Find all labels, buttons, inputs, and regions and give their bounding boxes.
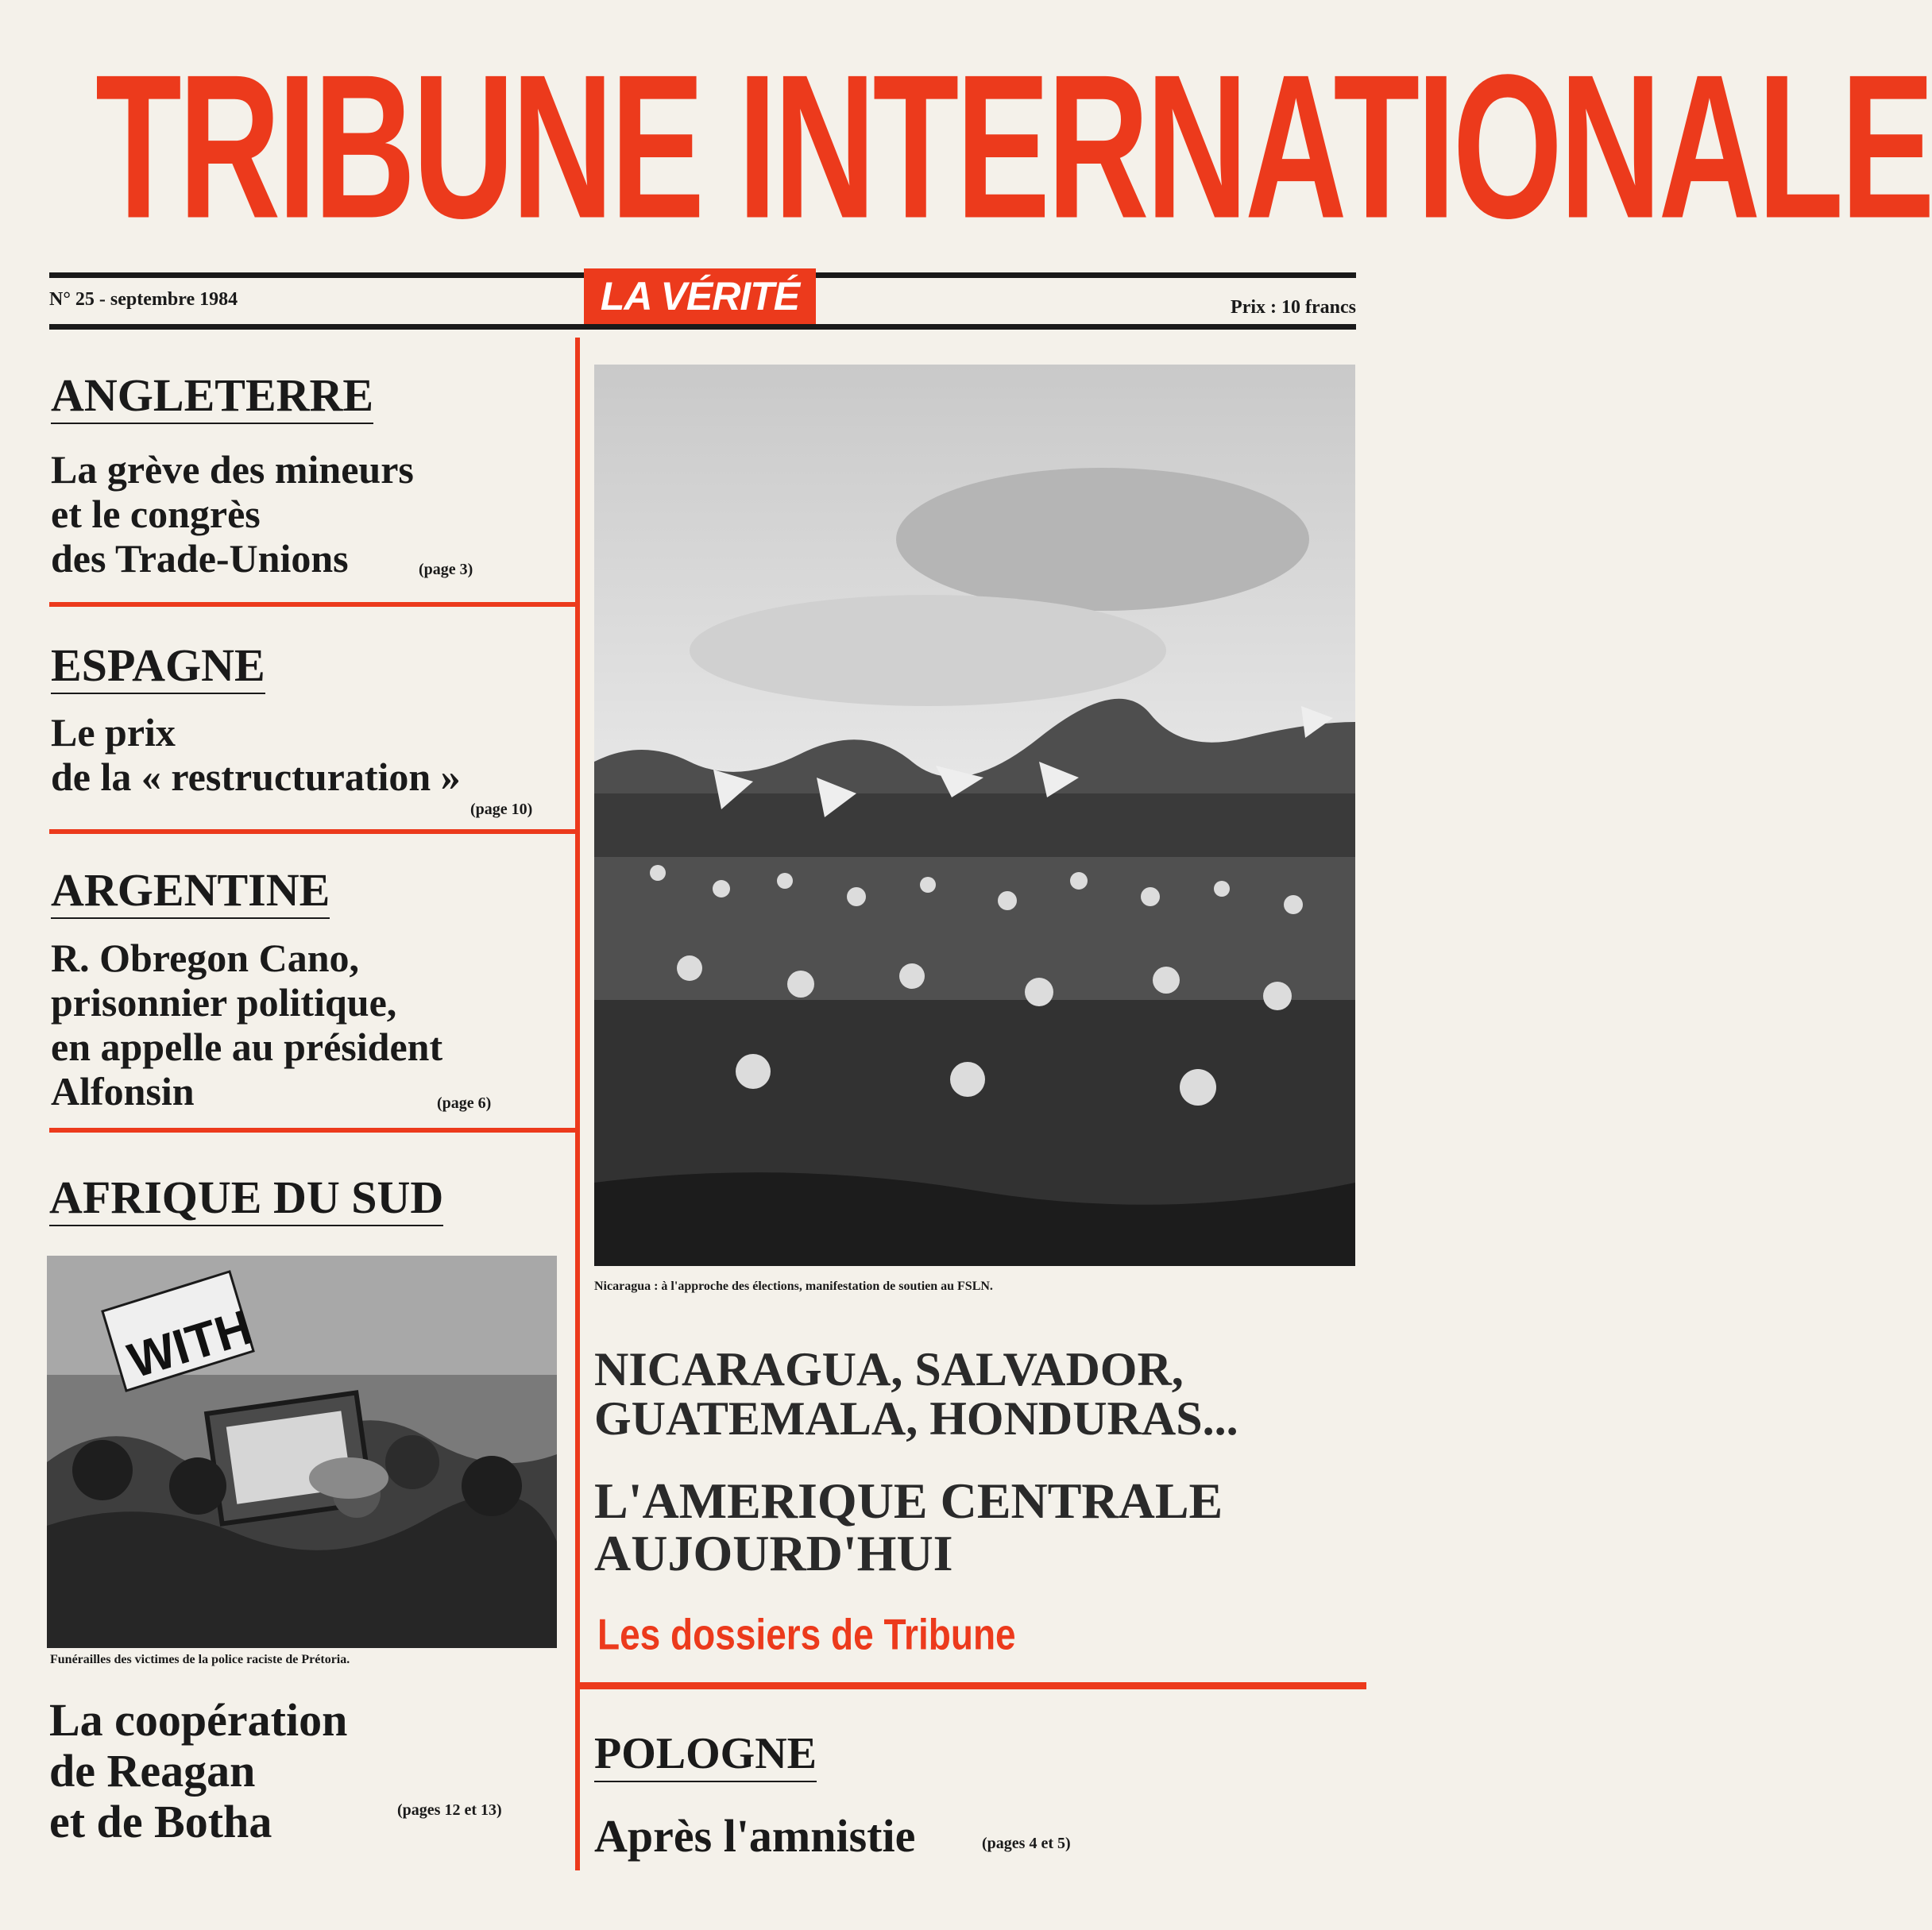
- headline-espagne: [51, 710, 461, 799]
- page-ref-afrique-du-sud: (pages 12 et 13): [397, 1801, 502, 1819]
- page-ref-pologne: (pages 4 et 5): [982, 1835, 1071, 1852]
- nicaragua-photo-illustration: [594, 365, 1355, 1266]
- main-headline-line: L'AMERIQUE CENTRALE: [594, 1473, 1223, 1529]
- nicaragua-photo-caption: Nicaragua : à l'approche des élections, manifestation de soutien au FSLN.: [594, 1280, 993, 1293]
- la-verite-badge: LA VÉRITÉ: [584, 268, 816, 324]
- funeral-photo: [47, 1256, 557, 1648]
- section-title-espagne: ESPAGNE: [51, 640, 265, 694]
- protest-sign-text: WITH: [122, 1299, 259, 1389]
- countries-line: GUATEMALA, HONDURAS...: [594, 1392, 1238, 1445]
- section-rule: [49, 829, 575, 834]
- headline-line: prisonnier politique,: [51, 980, 397, 1025]
- column-divider: [575, 338, 580, 1870]
- page-ref-argentine: (page 6): [437, 1094, 492, 1112]
- headline-line: de la « restructuration »: [51, 755, 461, 799]
- headline-line: R. Obregon Cano,: [51, 936, 360, 980]
- headline-line: Alfonsin: [51, 1069, 195, 1114]
- headline-argentine: [51, 936, 442, 1114]
- headline-line: La grève des mineurs: [51, 447, 414, 492]
- central-america-countries: [594, 1345, 1238, 1443]
- masthead-rule-bottom: [49, 324, 1356, 330]
- section-rule: [580, 1682, 1366, 1689]
- funeral-photo-caption: Funérailles des victimes de la police raciste de Prétoria.: [50, 1653, 350, 1666]
- main-headline-line: AUJOURD'HUI: [594, 1525, 953, 1581]
- section-title-argentine: ARGENTINE: [51, 865, 330, 919]
- issue-price: Prix : 10 francs: [1231, 297, 1356, 318]
- headline-angleterre: [51, 447, 414, 581]
- headline-line: en appelle au président: [51, 1025, 443, 1069]
- headline-line: Le prix: [51, 710, 176, 755]
- headline-pologne: Après l'amnistie: [594, 1810, 916, 1862]
- dossiers-tribune-label: Les dossiers de Tribune: [597, 1610, 1016, 1659]
- section-rule: [49, 1128, 575, 1133]
- section-title-afrique-du-sud: AFRIQUE DU SUD: [49, 1172, 443, 1226]
- headline-line: La coopération: [49, 1694, 348, 1746]
- section-title-pologne: POLOGNE: [594, 1728, 817, 1782]
- page-ref-angleterre: (page 3): [419, 561, 473, 578]
- issue-number: N° 25 - septembre 1984: [49, 289, 238, 310]
- page-ref-espagne: (page 10): [470, 801, 533, 818]
- headline-line: des Trade-Unions: [51, 536, 349, 581]
- headline-afrique-du-sud: [49, 1695, 347, 1847]
- section-title-angleterre: ANGLETERRE: [51, 370, 373, 424]
- headline-line: et le congrès: [51, 492, 261, 536]
- countries-line: NICARAGUA, SALVADOR,: [594, 1343, 1184, 1395]
- nicaragua-photo: [594, 365, 1355, 1266]
- section-rule: [49, 602, 575, 607]
- masthead-title: TRIBUNE INTERNATIONALE: [95, 32, 1932, 261]
- central-america-headline: [594, 1475, 1223, 1580]
- funeral-photo-illustration: [47, 1256, 557, 1648]
- headline-line: de Reagan: [49, 1745, 256, 1797]
- headline-line: et de Botha: [49, 1796, 272, 1847]
